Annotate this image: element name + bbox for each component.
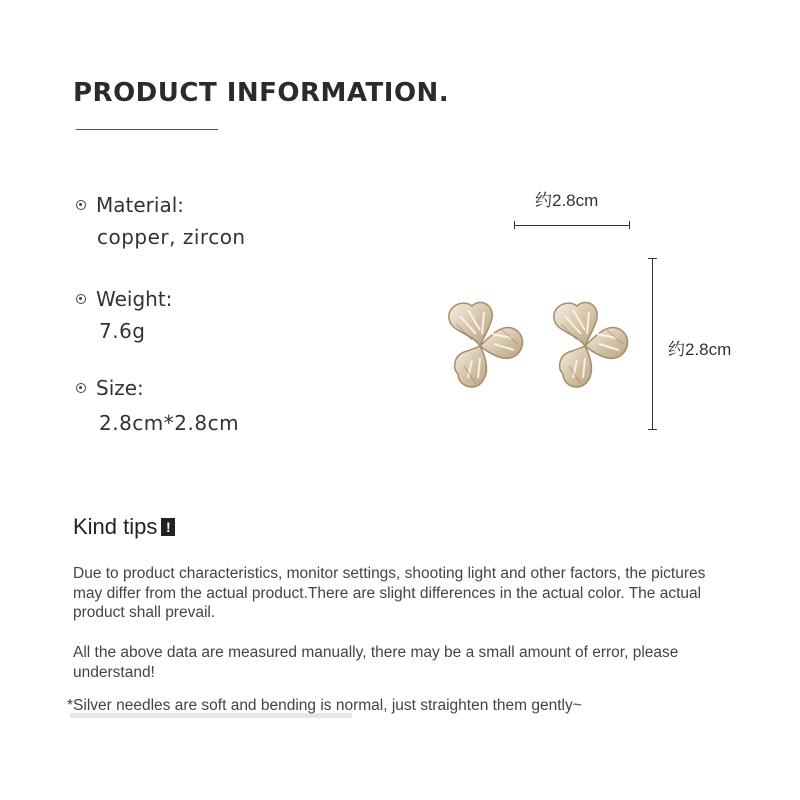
spec-material: [76, 193, 246, 249]
height-dimension-label: 约2.8cm: [668, 340, 732, 359]
width-dimension-label: 约2.8cm: [535, 191, 599, 210]
width-dimension-tick: [514, 221, 515, 229]
spec-value: 2.8cm*2.8cm: [99, 411, 240, 435]
tips-paragraph: Due to product characteristics, monitor settings, shooting light and other factors, the pictures may differ from the actual product.There are slight differences in the actual color. The actual product shall prevail.: [73, 565, 706, 621]
exclamation-icon: !: [161, 518, 175, 536]
earring-left: [449, 302, 523, 387]
width-dimension-tick: [629, 221, 630, 229]
bullet-icon: [76, 294, 86, 304]
spec-size: [76, 376, 239, 435]
bullet-icon: [76, 383, 86, 393]
spec-label: Weight:: [96, 287, 173, 311]
height-dimension-tick: [648, 429, 657, 430]
earring-product-image: [432, 290, 642, 400]
earring-right: [554, 302, 628, 387]
spec-label: Size:: [96, 376, 144, 400]
kind-tips-title: Kind tips: [73, 514, 158, 539]
spec-value: 7.6g: [99, 319, 146, 343]
height-dimension-line: [652, 258, 653, 429]
kind-tips-heading: [73, 514, 175, 540]
tips-note: *Silver needles are soft and bending is normal, just straighten them gently~: [67, 697, 582, 714]
spec-label: Material:: [96, 193, 184, 217]
page-title: PRODUCT INFORMATION.: [73, 78, 450, 108]
bullet-icon: [76, 200, 86, 210]
width-dimension-line: [515, 225, 629, 226]
tips-paragraph: All the above data are measured manually, there may be a small amount of error, please understand!: [73, 644, 679, 681]
height-dimension-tick: [648, 258, 657, 259]
spec-weight: [76, 287, 172, 343]
spec-value: copper, zircon: [97, 225, 246, 249]
title-underline: [76, 129, 218, 130]
